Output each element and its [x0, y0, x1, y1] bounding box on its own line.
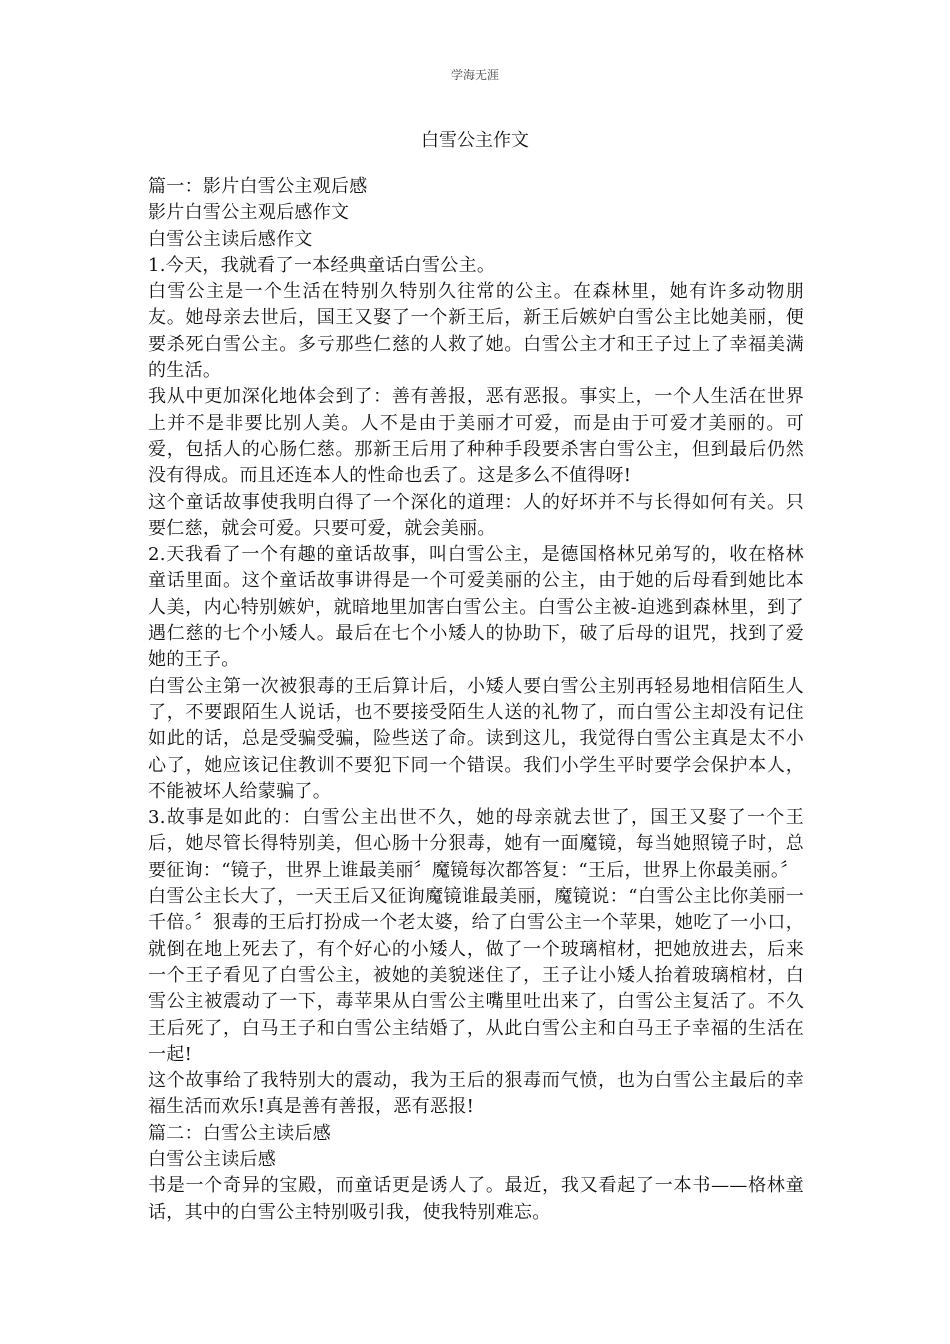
paragraph: 这个童话故事使我明白得了一个深化的道理：人的好坏并不与长得如何有关。只要仁慈，就会可爱。只要可爱，就会美丽。 — [148, 491, 804, 539]
heading-part-one: 篇一：影片白雪公主观后感 — [148, 176, 368, 197]
document-body — [148, 174, 804, 1226]
paragraph: 3.故事是如此的：白雪公主出世不久，她的母亲就去世了，国王又娶了一个王后，她尽管长得特别美，但心肠十分狠毒，她有一面魔镜，每当她照镜子时，总要征询：“镜子，世界上谁最美丽〞魔镜每次都答复：“王后，世界上你最美丽。〞 — [148, 807, 804, 881]
paragraph: 白雪公主是一个生活在特别久特别久往常的公主。在森林里，她有许多动物朋友。她母亲去世后，国王又娶了一个新王后，新王后嫉妒白雪公主比她美丽，便要杀死白雪公主。多亏那些仁慈的人救了她。白雪公主才和王子过上了幸福美满的生活。 — [148, 281, 804, 382]
paragraph: 我从中更加深化地体会到了：善有善报，恶有恶报。事实上，一个人生活在世界上并不是非要比别人美。人不是由于美丽才可爱，而是由于可爱才美丽的。可爱，包括人的心肠仁慈。那新王后用了种种手段要杀害白雪公主，但到最后仍然没有得成。而且还连本人的性命也丢了。这是多么不值得呀! — [148, 386, 804, 487]
paragraph: 书是一个奇异的宝殿，而童话更是诱人了。最近，我又看起了一本书——格林童话，其中的白雪公主特别吸引我，使我特别难忘。 — [148, 1175, 804, 1223]
subheading-movie-review: 影片白雪公主观后感作文 — [148, 202, 350, 224]
paragraph: 2.天我看了一个有趣的童话故事，叫白雪公主，是德国格林兄弟写的，收在格林童话里面。这个童话故事讲得是一个可爱美丽的公主，由于她的后母看到她比本人美，内心特别嫉妒，就暗地里加害白雪公主。白雪公主被-迫逃到森林里，到了遇仁慈的七个小矮人。最后在七个小矮人的协助下，破了后母的诅咒，找到了爱她的王子。 — [148, 544, 804, 671]
paragraph: 1.今天，我就看了一本经典童话白雪公主。 — [148, 254, 496, 276]
paragraph: 这个故事给了我特别大的震动，我为王后的狠毒而气愤，也为白雪公主最后的幸福生活而欢乐!真是善有善报，恶有恶报! — [148, 1070, 804, 1118]
heading-part-two: 篇二：白雪公主读后感 — [148, 1122, 331, 1144]
document-title: 白雪公主作文 — [421, 130, 529, 151]
page-header-note: 学海无涯 — [450, 68, 499, 82]
paragraph: 白雪公主长大了，一天王后又征询魔镜谁最美丽，魔镜说：“白雪公主比你美丽一千倍。〞狠毒的王后打扮成一个老太婆，给了白雪公主一个苹果，她吃了一小口，就倒在地上死去了，有个好心的小矮人，做了一个玻璃棺材，把她放进去，后来一个王子看见了白雪公主，被她的美貌迷住了，王子让小矮人抬着玻璃棺材，白雪公主被震动了一下，毒苹果从白雪公主嘴里吐出来了，白雪公主复活了。不久王后死了，白马王子和白雪公主结婚了，从此白雪公主和白马王子幸福的生活在一起! — [148, 886, 804, 1065]
subheading-part-two: 白雪公主读后感 — [148, 1148, 277, 1170]
paragraph: 白雪公主第一次被狠毒的王后算计后，小矮人要白雪公主别再轻易地相信陌生人了，不要跟陌生人说话，也不要接受陌生人送的礼物了，而白雪公主却没有记住如此的话，总是受骗受骗，险些送了命。读到这儿，我觉得白雪公主真是太不小心了，她应该记住教训不要犯下同一个错误。我们小学生平时要学会保护本人，不能被坏人给蒙骗了。 — [148, 675, 804, 802]
subheading-book-review: 白雪公主读后感作文 — [148, 228, 313, 250]
